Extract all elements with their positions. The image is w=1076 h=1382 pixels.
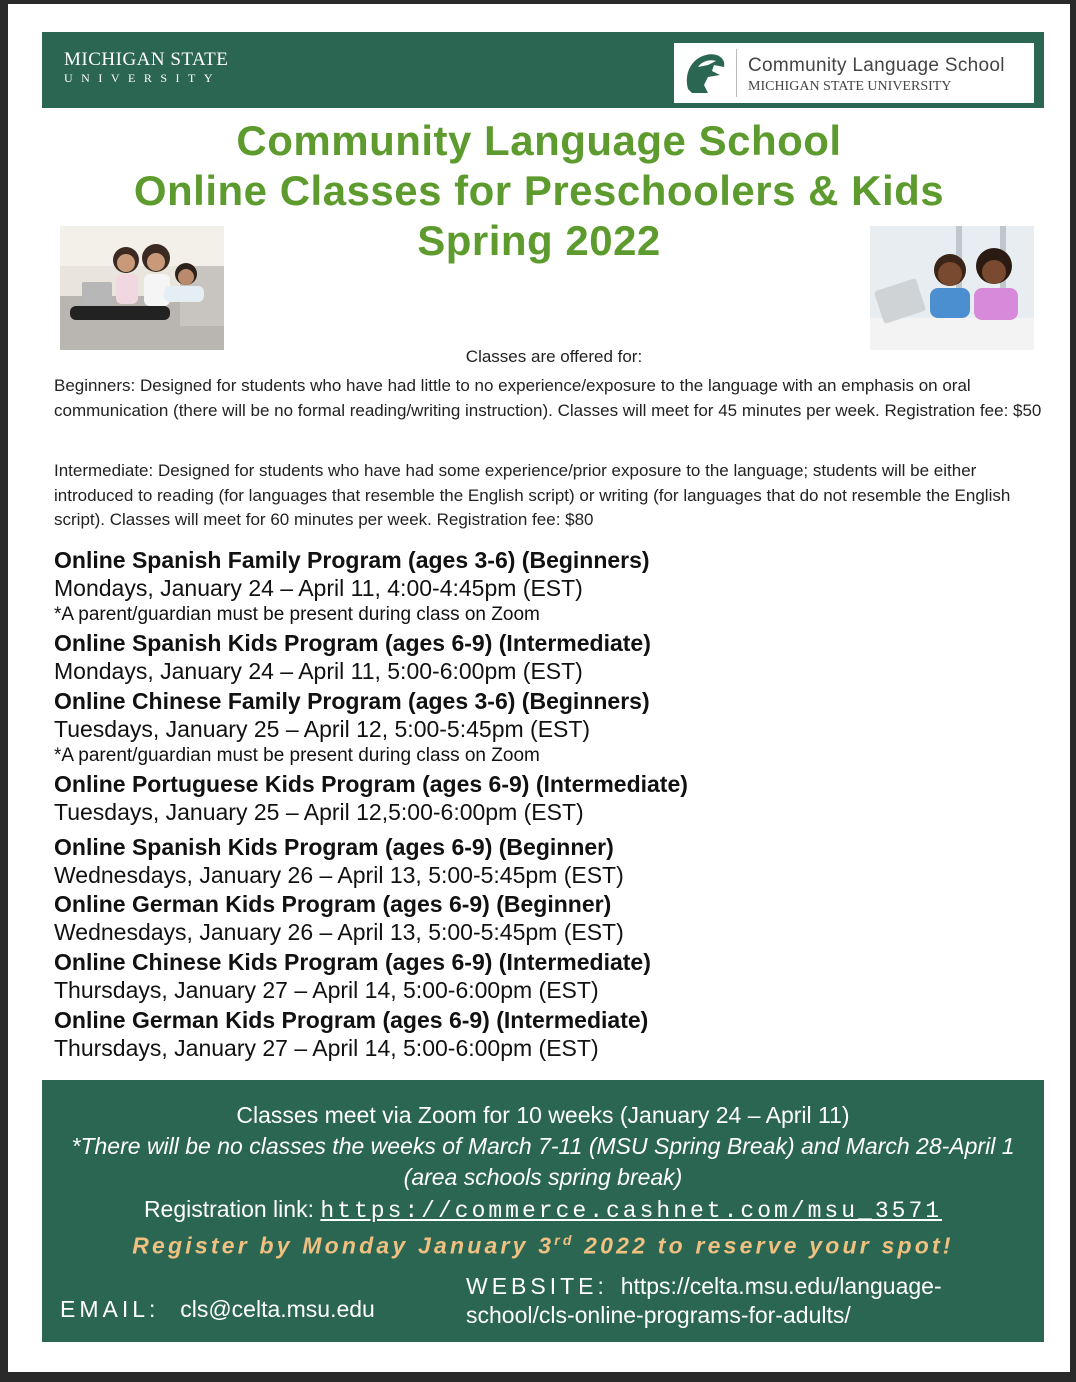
program-portuguese-kids — [54, 770, 1014, 826]
registration-label: Registration link: — [143, 1196, 321, 1222]
title-line-2: Online Classes for Preschoolers & Kids — [133, 167, 945, 214]
program-spanish-family — [54, 546, 1014, 628]
title-line-3: Spring 2022 — [417, 217, 661, 264]
website-link-line2[interactable]: school/cls-online-programs-for-adults/ — [466, 1302, 851, 1328]
email-link[interactable]: cls@celta.msu.edu — [180, 1296, 375, 1322]
program-note: *A parent/guardian must be present during class on Zoom — [54, 604, 540, 625]
register-by-ordinal: rd — [554, 1232, 575, 1248]
website-link-line1[interactable]: https://celta.msu.edu/language- — [620, 1273, 942, 1299]
title-line-1: Community Language School — [236, 117, 842, 164]
classes-offered-heading: Classes are offered for: — [465, 347, 643, 366]
program-title: Online German Kids Program (ages 6-9) (Beginner) — [54, 891, 612, 917]
program-schedule: Wednesdays, January 26 – April 13, 5:00-5:45pm (EST) — [54, 862, 624, 888]
program-chinese-kids-intermediate — [54, 948, 1014, 1004]
header-bar — [42, 32, 1044, 108]
program-title: Online Spanish Kids Program (ages 6-9) (Intermediate) — [54, 630, 651, 656]
program-schedule: Tuesdays, January 25 – April 12, 5:00-5:45pm (EST) — [54, 716, 591, 742]
family-photo-illustration — [60, 226, 224, 350]
program-schedule: Thursdays, January 27 – April 14, 5:00-6:00pm (EST) — [54, 1035, 599, 1061]
program-title: Online Spanish Family Program (ages 3-6) (Beginners) — [54, 547, 650, 573]
program-title: Online Chinese Family Program (ages 3-6) (Beginners) — [54, 688, 650, 714]
msu-wordmark-line1: MICHIGAN STATE — [64, 49, 229, 70]
email-line — [60, 1296, 375, 1323]
flyer-page — [8, 4, 1070, 1372]
spartan-helmet-icon — [678, 49, 730, 97]
register-by-suffix: 2022 to reserve your spot! — [574, 1232, 954, 1259]
msu-wordmark-line2: UNIVERSITY — [64, 71, 221, 85]
zoom-weeks-line: Classes meet via Zoom for 10 weeks (January 24 – April 11) — [236, 1102, 850, 1128]
program-schedule: Wednesdays, January 26 – April 13, 5:00-5:45pm (EST) — [54, 919, 624, 945]
registration-line — [42, 1194, 1044, 1226]
family-photo — [60, 226, 224, 350]
register-by-text: Register by Monday January 3 — [132, 1232, 555, 1259]
program-chinese-family — [54, 687, 1014, 769]
website-block — [466, 1272, 942, 1330]
kids-photo-illustration — [870, 226, 1034, 350]
program-schedule: Mondays, January 24 – April 11, 5:00-6:00pm (EST) — [54, 658, 583, 684]
intermediate-description: Intermediate: Designed for students who have had some experience/prior exposure to the language; students will be either introduced to reading (for languages that resemble the English script) or writing (for languages that do not resemble the English script). Classes will meet for 60 minutes per week. Registration fee: $80 — [54, 461, 1011, 529]
no-class-line-2: (area schools spring break) — [403, 1164, 683, 1190]
website-label: WEBSITE: — [466, 1273, 608, 1299]
logo-divider — [736, 49, 737, 97]
info-footer — [42, 1080, 1044, 1342]
program-schedule: Tuesdays, January 25 – April 12,5:00-6:00pm (EST) — [54, 799, 584, 825]
program-note: *A parent/guardian must be present during class on Zoom — [54, 745, 540, 766]
register-by-line — [42, 1225, 1044, 1261]
email-label: EMAIL: — [60, 1296, 160, 1322]
program-title: Online Portuguese Kids Program (ages 6-9) (Intermediate) — [54, 771, 688, 797]
program-title: Online Chinese Kids Program (ages 6-9) (Intermediate) — [54, 949, 651, 975]
no-class-line-1: *There will be no classes the weeks of March 7-11 (MSU Spring Break) and March 28-April 1 — [71, 1133, 1015, 1159]
program-schedule: Thursdays, January 27 – April 14, 5:00-6:00pm (EST) — [54, 977, 599, 1003]
msu-wordmark — [64, 50, 228, 86]
program-german-kids-intermediate — [54, 1006, 1014, 1062]
program-title: Online German Kids Program (ages 6-9) (Intermediate) — [54, 1007, 649, 1033]
program-schedule: Mondays, January 24 – April 11, 4:00-4:45pm (EST) — [54, 575, 583, 601]
registration-link[interactable]: https://commerce.cashnet.com/msu_3571 — [320, 1198, 943, 1224]
program-spanish-kids-intermediate — [54, 629, 1014, 685]
kids-photo — [870, 226, 1034, 350]
logo-university-name: MICHIGAN STATE UNIVERSITY — [748, 79, 952, 94]
logo-school-name: Community Language School — [748, 55, 1005, 76]
cls-logo — [674, 43, 1034, 103]
program-spanish-kids-beginner — [54, 833, 1014, 889]
program-title: Online Spanish Kids Program (ages 6-9) (Beginner) — [54, 834, 614, 860]
beginners-description: Beginners: Designed for students who have had little to no experience/exposure to the language with an emphasis on oral communication (there will be no formal reading/writing instruction). Classes will meet for 45 minutes per week. Registration fee: $50 — [54, 376, 1042, 420]
program-german-kids-beginner — [54, 890, 1014, 946]
